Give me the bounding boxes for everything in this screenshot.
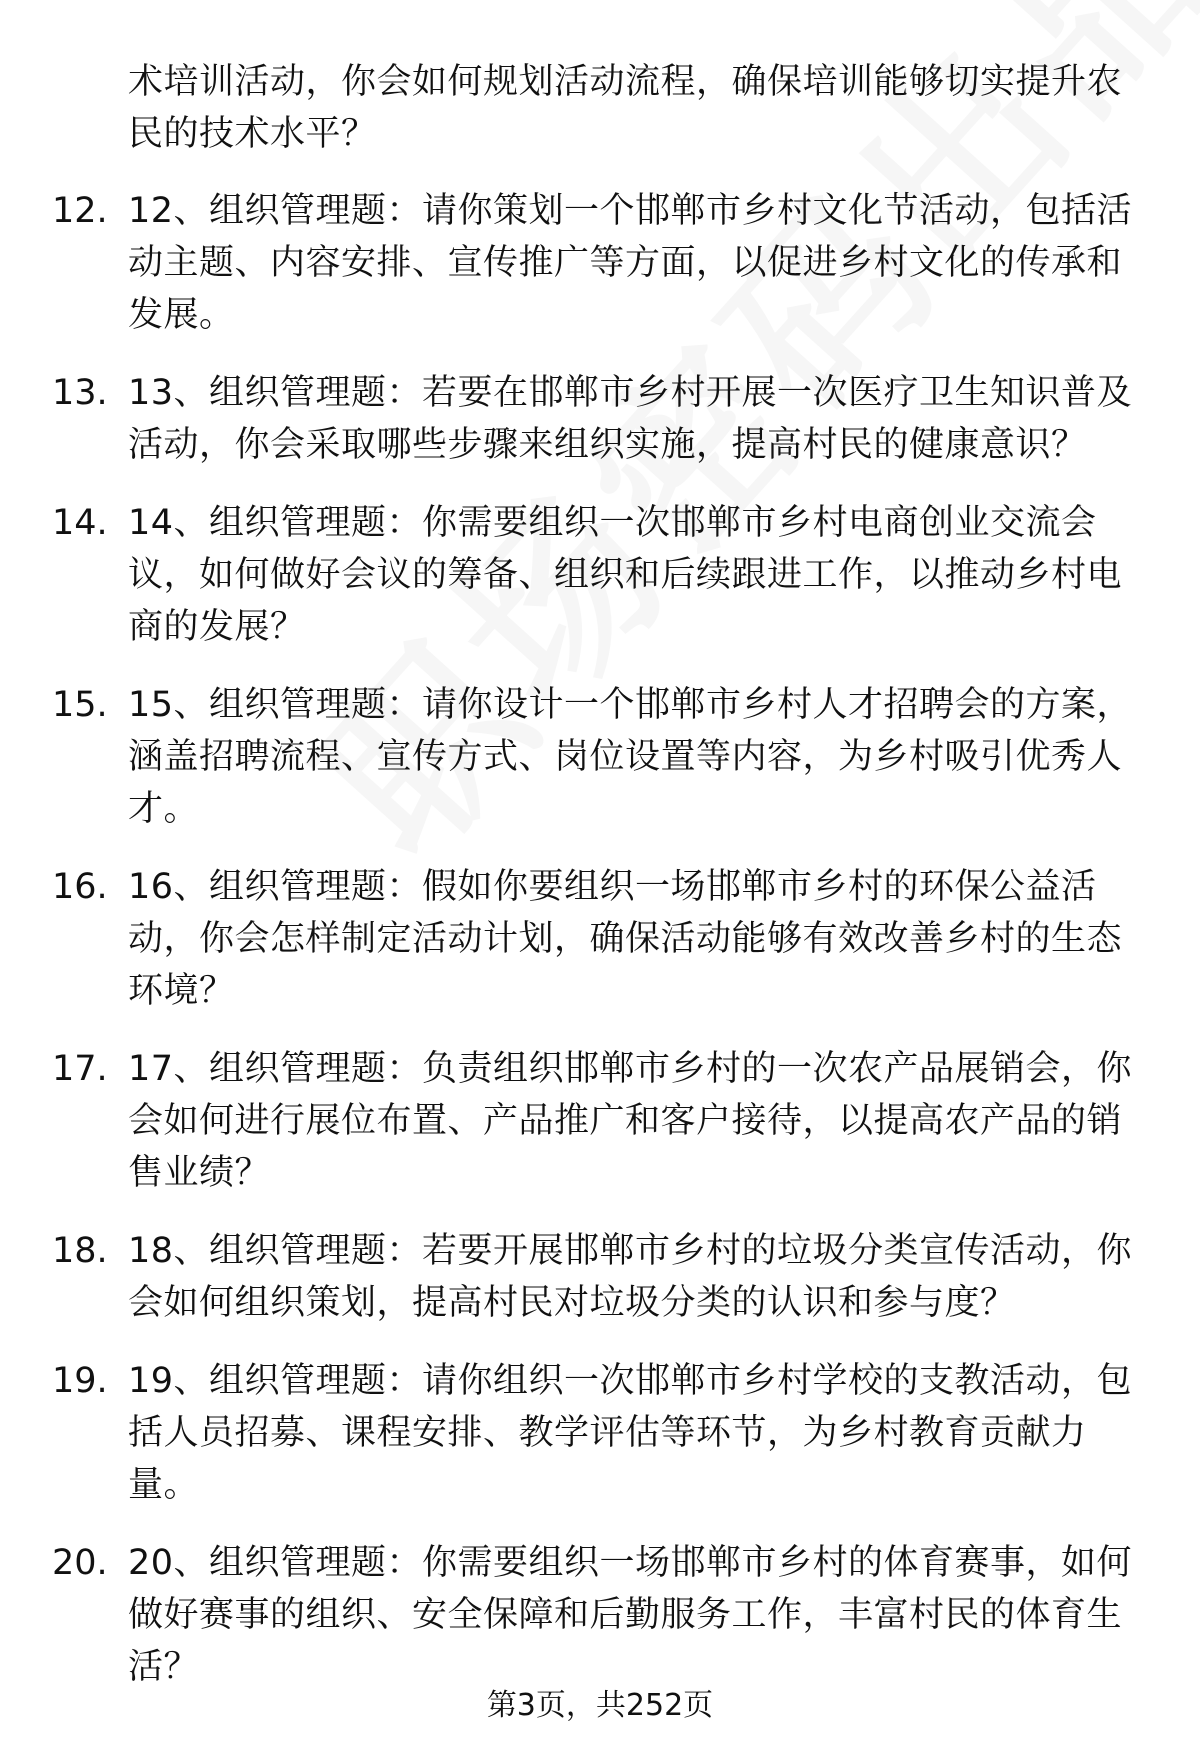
question-item	[0, 1537, 1200, 1693]
question-number: 19.	[52, 1361, 108, 1401]
question-text: 17、组织管理题：负责组织邯郸市乡村的一次农产品展销会，你会如何进行展位布置、产品推广和客户接待，以提高农产品的销售业绩？	[128, 1049, 1133, 1193]
question-item	[0, 1225, 1200, 1329]
question-number: 20.	[52, 1543, 108, 1583]
question-text: 15、组织管理题：请你设计一个邯郸市乡村人才招聘会的方案，涵盖招聘流程、宣传方式、岗位设置等内容，为乡村吸引优秀人才。	[128, 685, 1133, 829]
question-text: 16、组织管理题：假如你要组织一场邯郸市乡村的环保公益活动，你会怎样制定活动计划，确保活动能够有效改善乡村的生态环境？	[128, 867, 1123, 1011]
question-number: 13.	[52, 373, 108, 413]
question-number: 15.	[52, 685, 108, 725]
question-text: 18、组织管理题：若要开展邯郸市乡村的垃圾分类宣传活动，你会如何组织策划，提高村民对垃圾分类的认识和参与度？	[128, 1231, 1133, 1323]
question-item	[0, 679, 1200, 835]
question-number: 16.	[52, 867, 108, 907]
question-text: 14、组织管理题：你需要组织一次邯郸市乡村电商创业交流会议，如何做好会议的筹备、组织和后续跟进工作，以推动乡村电商的发展？	[128, 503, 1123, 647]
question-item	[0, 497, 1200, 653]
question-number: 12.	[52, 191, 108, 231]
continuation-paragraph: 术培训活动，你会如何规划活动流程，确保培训能够切实提升农民的技术水平？	[128, 62, 1123, 154]
question-text: 20、组织管理题：你需要组织一场邯郸市乡村的体育赛事，如何做好赛事的组织、安全保障和后勤服务工作，丰富村民的体育生活？	[128, 1543, 1133, 1687]
question-text: 13、组织管理题：若要在邯郸市乡村开展一次医疗卫生知识普及活动，你会采取哪些步骤来组织实施，提高村民的健康意识？	[128, 373, 1133, 465]
question-item	[0, 1355, 1200, 1511]
question-text: 12、组织管理题：请你策划一个邯郸市乡村文化节活动，包括活动主题、内容安排、宣传推广等方面，以促进乡村文化的传承和发展。	[128, 191, 1133, 335]
question-item	[0, 367, 1200, 471]
question-item	[0, 861, 1200, 1017]
question-list	[0, 185, 1200, 1719]
question-item	[0, 1043, 1200, 1199]
question-number: 14.	[52, 503, 108, 543]
question-text: 19、组织管理题：请你组织一次邯郸市乡村学校的支教活动，包括人员招募、课程安排、教学评估等环节，为乡村教育贡献力量。	[128, 1361, 1133, 1505]
question-number: 18.	[52, 1231, 108, 1271]
question-number: 17.	[52, 1049, 108, 1089]
question-item	[0, 185, 1200, 341]
page-footer: 第3页，共252页	[486, 1688, 714, 1723]
